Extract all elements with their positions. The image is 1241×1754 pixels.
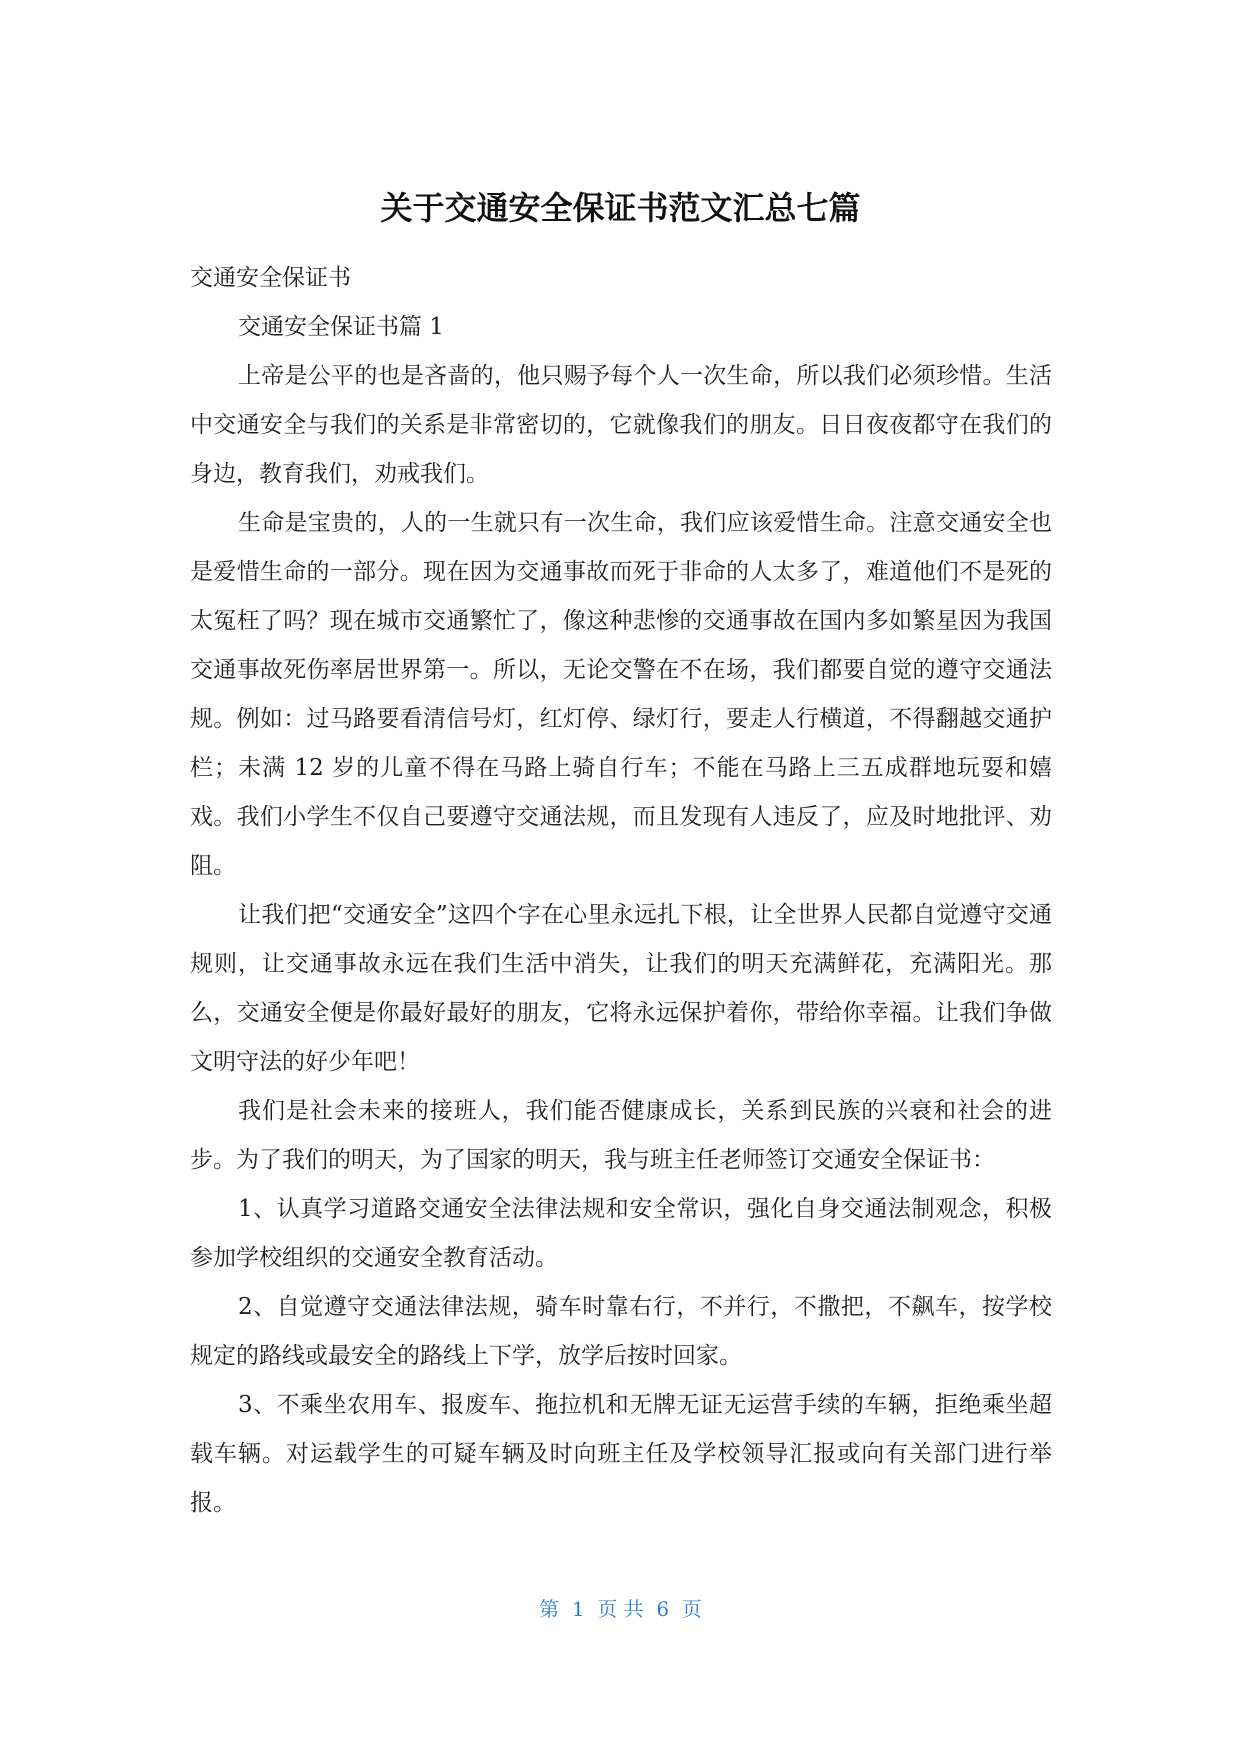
- paragraph: 我们是社会未来的接班人，我们能否健康成长，关系到民族的兴衰和社会的进步。为了我们的明天，为了国家的明天，我与班主任老师签订交通安全保证书：: [190, 1098, 1052, 1173]
- list-item: 3、不乘坐农用车、报废车、拖拉机和无牌无证无运营手续的车辆，拒绝乘坐超载车辆。对运载学生的可疑车辆及时向班主任及学校领导汇报或向有关部门进行举报。: [190, 1392, 1052, 1516]
- paragraph: 上帝是公平的也是吝啬的，他只赐予每个人一次生命，所以我们必须珍惜。生活中交通安全与我们的关系是非常密切的，它就像我们的朋友。日日夜夜都守在我们的身边，教育我们，劝戒我们。: [190, 363, 1052, 487]
- document-body: [190, 254, 1052, 1528]
- document-title: 关于交通安全保证书范文汇总七篇: [380, 189, 861, 227]
- page-number-footer: 第 1 页 共 6 页: [539, 1597, 702, 1621]
- section-heading: 交通安全保证书篇 1: [238, 314, 444, 340]
- paragraph: 生命是宝贵的，人的一生就只有一次生命，我们应该爱惜生命。注意交通安全也是爱惜生命的一部分。现在因为交通事故而死于非命的人太多了，难道他们不是死的太冤枉了吗？现在城市交通繁忙了，像这种悲惨的交通事故在国内多如繁星因为我国交通事故死伤率居世界第一。所以，无论交警在不在场，我们都要自觉的遵守交通法规。例如：过马路要看清信号灯，红灯停、绿灯行，要走人行横道，不得翻越交通护栏；未满 12 岁的儿童不得在马路上骑自行车；不能在马路上三五成群地玩耍和嬉戏。我们小学生不仅自己要遵守交通法规，而且发现有人违反了，应及时地批评、劝阻。: [190, 510, 1052, 879]
- list-item: 1、认真学习道路交通安全法律法规和安全常识，强化自身交通法制观念，积极参加学校组织的交通安全教育活动。: [190, 1196, 1052, 1271]
- list-item: 2、自觉遵守交通法律法规，骑车时靠右行，不并行，不撒把，不飙车，按学校规定的路线或最安全的路线上下学，放学后按时回家。: [190, 1294, 1052, 1369]
- paragraph: 让我们把“交通安全”这四个字在心里永远扎下根，让全世界人民都自觉遵守交通规则，让交通事故永远在我们生活中消失，让我们的明天充满鲜花，充满阳光。那么，交通安全便是你最好最好的朋友，它将永远保护着你，带给你幸福。让我们争做文明守法的好少年吧！: [190, 902, 1052, 1075]
- document-subtitle: 交通安全保证书: [190, 265, 351, 291]
